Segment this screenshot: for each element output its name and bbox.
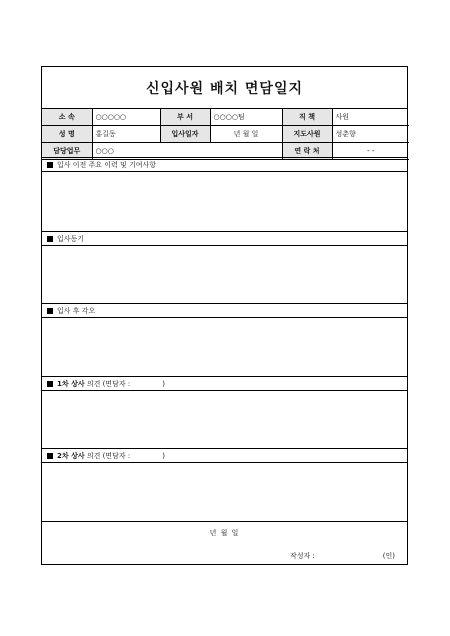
motive-area[interactable]	[42, 246, 407, 305]
resolve-area[interactable]	[42, 318, 407, 377]
motive-section	[42, 231, 407, 305]
department-label: 부 서	[160, 109, 210, 126]
opinion1-area[interactable]	[42, 391, 407, 450]
position-label: 직 책	[282, 109, 332, 126]
name-label: 성 명	[42, 126, 92, 143]
square-bullet-icon	[47, 236, 53, 242]
position-value: 사원	[332, 109, 409, 126]
duty-value: ○○○	[92, 143, 282, 160]
seal-mark: (인)	[382, 552, 395, 560]
career-label: 입사 이전 주요 이력 및 기여사항	[57, 160, 157, 169]
duty-label: 담당업무	[42, 143, 92, 160]
career-header	[42, 158, 407, 172]
mentor-value: 성춘향	[332, 126, 409, 143]
resolve-label: 입사 후 각오	[57, 306, 96, 315]
name-value: 홍길동	[92, 126, 160, 143]
info-table	[42, 109, 409, 160]
opinion2-label: 의견 (면담자 :	[86, 451, 131, 460]
square-bullet-icon	[47, 381, 53, 387]
opinion1-label-bold: 1차 상사	[57, 379, 85, 388]
opinion2-close: )	[162, 451, 165, 460]
career-area[interactable]	[42, 172, 407, 233]
department-value: ○○○○팀	[210, 109, 282, 126]
contact-value: - -	[332, 143, 409, 160]
square-bullet-icon	[47, 453, 53, 459]
opinion1-header	[42, 377, 407, 391]
mentor-label: 지도사원	[282, 126, 332, 143]
opinion1-label: 의견 (면담자 :	[86, 379, 131, 388]
affiliation-value: ○○○○○	[92, 109, 160, 126]
square-bullet-icon	[47, 162, 53, 168]
info-row-1	[42, 109, 409, 126]
contact-label: 연 락 처	[282, 143, 332, 160]
square-bullet-icon	[47, 308, 53, 314]
opinion2-header	[42, 449, 407, 463]
interview-form	[41, 66, 408, 565]
opinion2-area[interactable]	[42, 463, 407, 522]
form-title: 신입사원 배치 면담일지	[42, 67, 407, 109]
join-date-label: 입사일자	[160, 126, 210, 143]
opinion2-section	[42, 448, 407, 522]
affiliation-label: 소 속	[42, 109, 92, 126]
opinion1-section	[42, 376, 407, 450]
writer-label: 작성자 :	[290, 552, 315, 560]
resolve-section	[42, 303, 407, 377]
opinion1-close: )	[162, 379, 165, 388]
resolve-header	[42, 304, 407, 318]
footer-date: 년 월 일	[209, 529, 240, 537]
signature-footer	[42, 521, 407, 566]
join-date-value: 년 월 일	[210, 126, 282, 143]
info-row-2	[42, 126, 409, 143]
motive-header	[42, 232, 407, 246]
career-section	[42, 157, 407, 233]
opinion2-label-bold: 2차 상사	[57, 451, 85, 460]
motive-label: 입사동기	[57, 234, 85, 243]
